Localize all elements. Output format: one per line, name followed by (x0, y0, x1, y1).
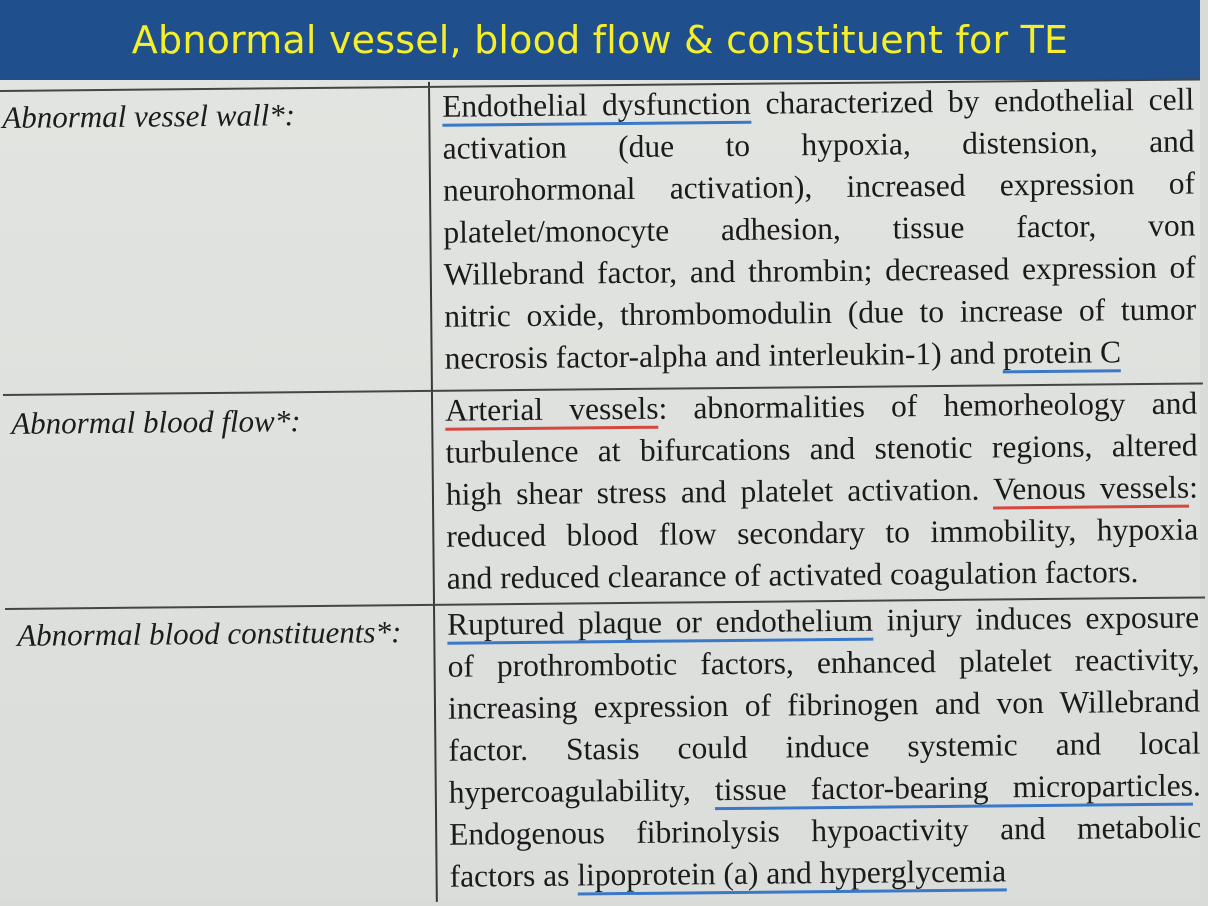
description-line (444, 247, 1196, 296)
description-text: characterized by endothelial cell (750, 81, 1195, 121)
description-line (449, 807, 1201, 856)
description-line (447, 551, 1199, 600)
table (0, 74, 1208, 905)
row-label-blood-constituents: Abnormal blood constituents*: (17, 614, 402, 653)
description-text: necrosis factor-alpha and interleukin-1) and (444, 335, 1004, 376)
description-line (448, 723, 1200, 772)
description-text: injury induces exposure (872, 599, 1200, 638)
description-line (449, 765, 1201, 814)
description-text: : (1188, 469, 1199, 505)
description-line (443, 205, 1195, 254)
column-divider (428, 82, 438, 902)
description-text: platelet/monocyte adhesion, tissue factor, von (443, 207, 1196, 250)
table-photo (0, 80, 1200, 900)
description-line (446, 509, 1198, 558)
slide-title-bar (0, 0, 1200, 82)
description-line (444, 331, 1196, 380)
description-line (442, 79, 1194, 128)
description-line (442, 121, 1194, 170)
highlighted-term: tissue factor-bearing microparticles (715, 768, 1193, 811)
description-line (444, 289, 1196, 338)
highlighted-term: protein C (1003, 334, 1121, 373)
row-description-blood-flow (445, 383, 1199, 600)
highlighted-term: Arterial vessels (445, 391, 659, 431)
description-text: reduced blood flow secondary to immobility, hypoxia (446, 511, 1199, 554)
description-line (446, 467, 1198, 516)
description-text: and reduced clearance of activated coagulation factors. (446, 554, 1139, 596)
description-text: high shear stress and platelet activation. (445, 471, 994, 512)
row-description-blood-constituents (447, 597, 1202, 898)
description-text: turbulence at bifurcations and stenotic regions, altered (445, 427, 1198, 470)
description-line (449, 849, 1201, 898)
row-label-vessel-wall: Abnormal vessel wall*: (2, 97, 296, 135)
description-line (447, 639, 1199, 688)
description-text: neurohormonal activation), increased expression of (442, 165, 1196, 208)
highlighted-term: Endothelial dysfunction (442, 86, 751, 127)
description-text: of prothrombotic factors, enhanced platelet reactivity, (447, 641, 1200, 684)
description-text: factor. Stasis could induce systemic and local (448, 725, 1201, 768)
description-line (447, 597, 1199, 646)
description-text: activation (due to hypoxia, distension, and (442, 123, 1195, 166)
description-text: : abnormalities of hemorheology and (658, 385, 1198, 426)
description-line (443, 163, 1195, 212)
description-line (445, 425, 1197, 474)
highlighted-term: lipoprotein (a) and hyperglycemia (577, 853, 1006, 895)
description-text: Willebrand factor, and thrombin; decreased expression of (443, 249, 1196, 292)
description-line (445, 383, 1197, 432)
highlighted-term: Venous vessels (993, 470, 1189, 510)
description-text: nitric oxide, thrombomodulin (due to increase of tumor (444, 291, 1197, 334)
description-text: increasing expression of fibrinogen and von Willebrand (447, 683, 1201, 726)
description-text: Endogenous fibrinolysis hypoactivity and metabolic (449, 809, 1202, 852)
description-text: . (1192, 767, 1201, 803)
description-line (448, 681, 1200, 730)
slide-title: Abnormal vessel, blood flow & constituent for TE (131, 18, 1069, 62)
row-description-vessel-wall (442, 79, 1197, 380)
row-label-blood-flow: Abnormal blood flow*: (11, 403, 301, 441)
description-text: factors as (449, 857, 578, 894)
description-text: hypercoagulability, (448, 772, 716, 810)
highlighted-term: Ruptured plaque or endothelium (447, 603, 873, 645)
